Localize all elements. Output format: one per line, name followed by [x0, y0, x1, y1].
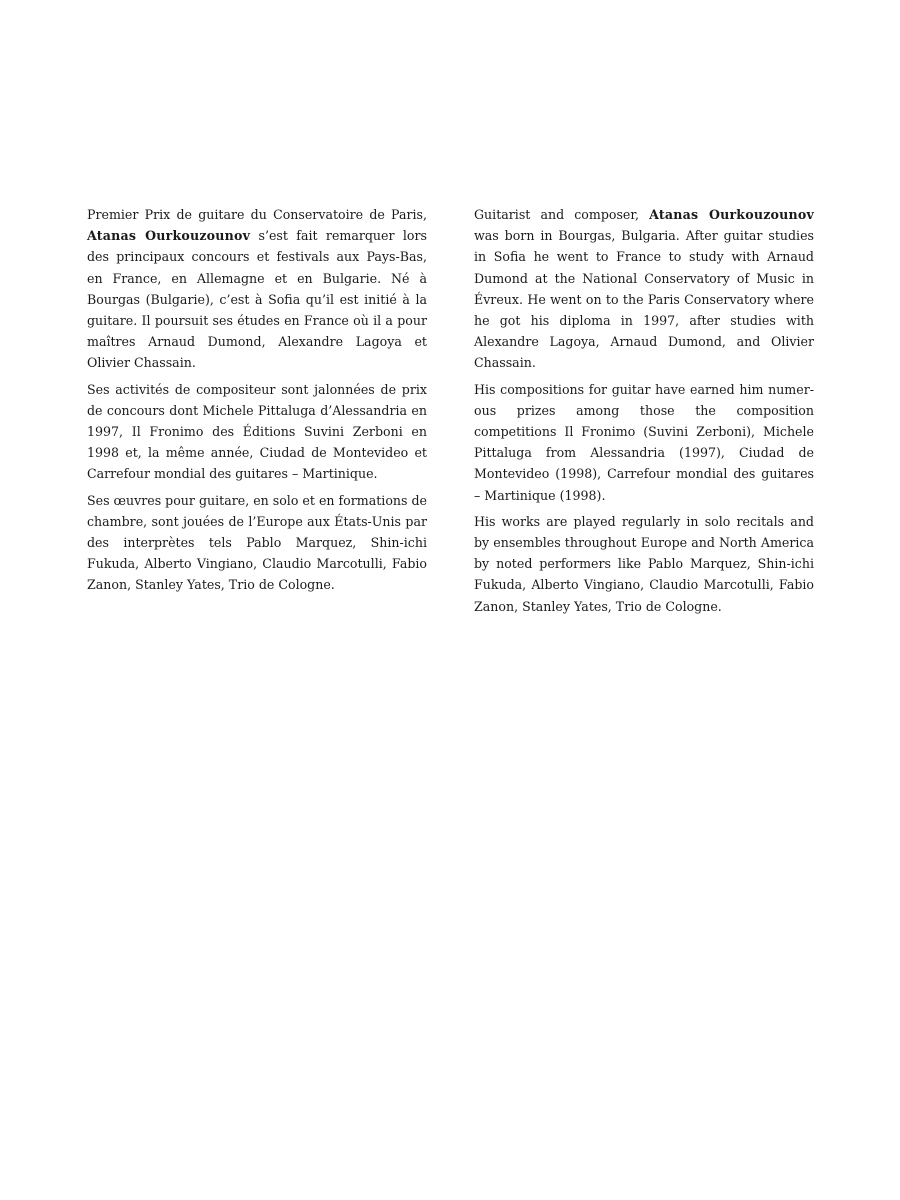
- english-paragraph-1: [474, 204, 814, 374]
- french-intro-text: Premier Prix de guitare du Conservatoire de Paris,: [87, 207, 427, 222]
- english-intro-text: Guitarist and composer,: [474, 207, 640, 222]
- french-biography-column: [87, 204, 427, 601]
- english-biography-column: [474, 204, 814, 622]
- english-composer-name: Atanas Ourkouzounov: [649, 207, 814, 222]
- english-paragraph-3: His works are played regularly in solo recitals and by ensembles throughout Europe and North America by noted performers like Pablo Marquez, Shin-ichi Fukuda, Alberto Vingiano, Claudio Marcotulli, Fabio Zanon, Stanley Yates, Trio de Cologne.: [474, 513, 814, 614]
- english-paragraph-1-rest: was born in Bourgas, Bulgaria. After guitar studies in Sofia he went to France to study with Arnaud Dumond at the National Conservatory of Music in Évreux. He went on to the Paris Conservatory where he got his diploma in 1997, after studies with Alexandre Lagoya, Arnaud Dumond, and Olivier Chassain.: [474, 228, 814, 371]
- english-paragraph-2: His compositions for guitar have earned him numerous prizes among those the composition competitions Il Fronimo (Suvini Zerboni), Michele Pittaluga from Alessandria (1997), Ciudad de Montevideo (1998), Carrefour mondial des guitares – Martinique (1998).: [474, 381, 814, 503]
- french-paragraph-1-rest: s’est fait remarquer lors des principaux concours et festivals aux Pays-Bas, en France, en Allemagne et en Bulgarie. Né à Bourgas (Bulgarie), c’est à Sofia qu’il est initié à la guitare. Il poursuit ses études en France où il a pour maîtres Arnaud Dumond, Alexandre Lagoya et Olivier Chassain.: [87, 228, 427, 371]
- french-paragraph-3: Ses œuvres pour guitare, en solo et en formations de chambre, sont jouées de l’Europe aux États-Unis par des interprètes tels Pablo Marquez, Shin-ichi Fukuda, Alberto Vingiano, Claudio Marcotulli, Fabio Zanon, Stanley Yates, Trio de Cologne.: [87, 492, 427, 593]
- french-paragraph-2: Ses activités de compositeur sont jalonnées de prix de concours dont Michele Pittaluga d’Alessandria en 1997, Il Fronimo des Éditions Suvini Zerboni en 1998 et, la même année, Ciudad de Montevideo et Carrefour mondial des guitares – Martinique.: [87, 381, 427, 482]
- french-paragraph-1: [87, 204, 427, 374]
- french-composer-name: Atanas Ourkouzounov: [87, 228, 251, 244]
